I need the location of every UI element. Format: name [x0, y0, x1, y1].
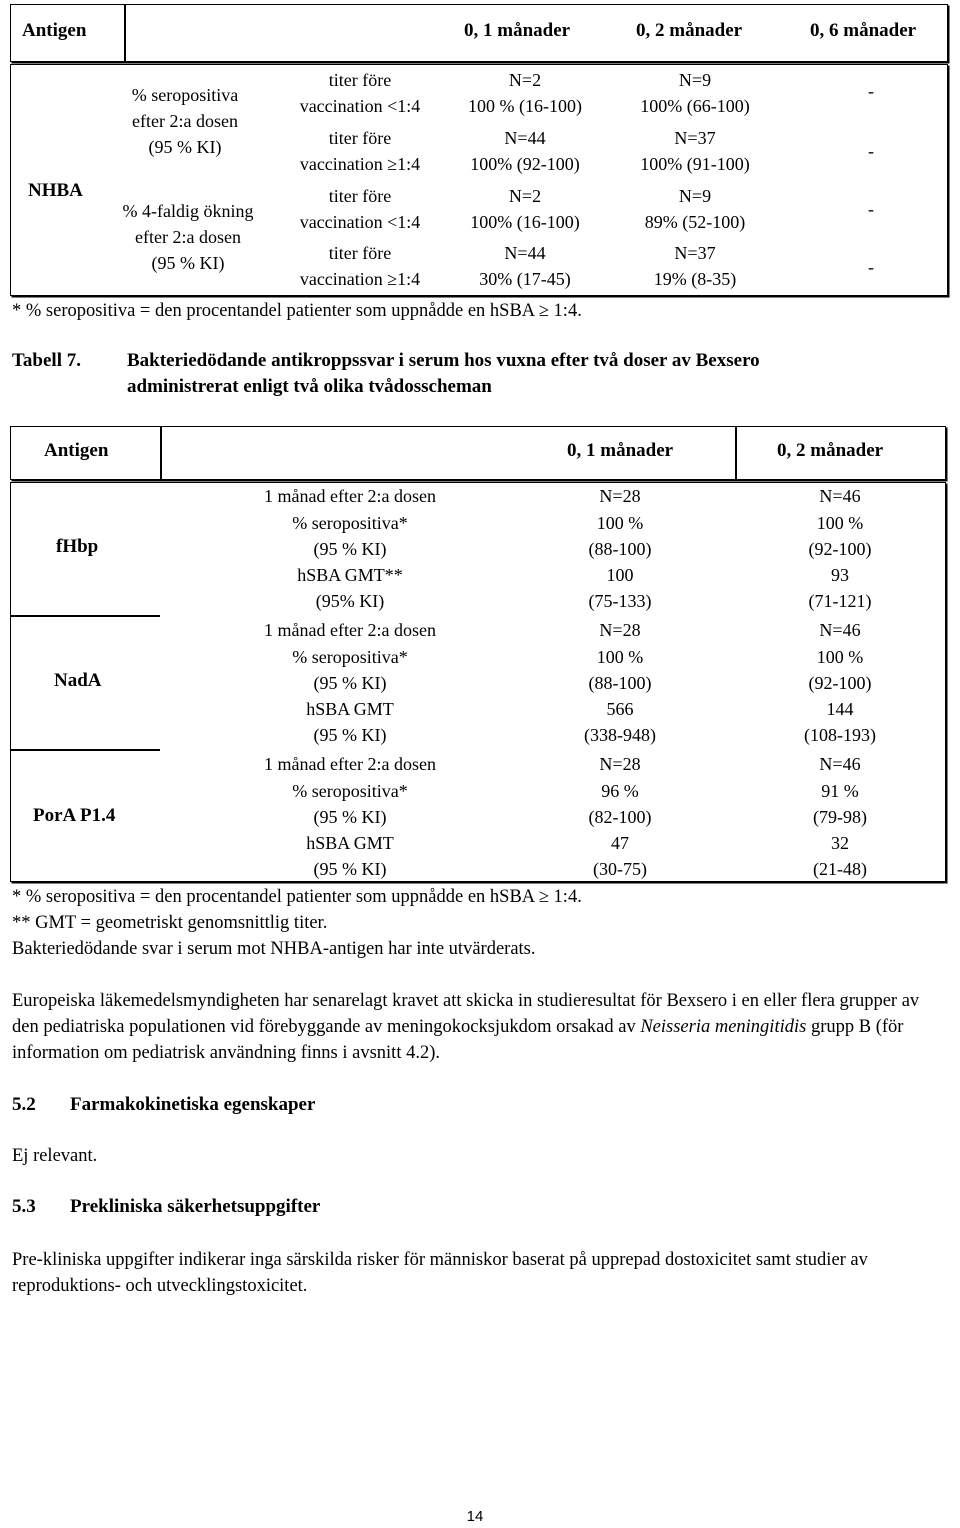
t1-row2-m01: N=44 100% (92-100) — [470, 128, 580, 174]
t7-antigen-nada: NadA — [54, 670, 102, 691]
t1-header-m06: 0, 6 månader — [810, 20, 917, 41]
t7-nada-r2-v2: 100 % (92-100) — [808, 647, 872, 693]
paragraph-pediatric: Europeiska läkemedelsmyndigheten har senarelagt kravet att skicka in studieresultat för Bexsero i en eller flera grupper av den pediatriska populationen vid förebyggande av meningokocksjukdom orsakad av Neisseria meningitidis grupp B (för information om pediatrisk användning finns i avsnitt 4.2). — [12, 991, 920, 1063]
t7-header-antigen: Antigen — [44, 440, 109, 461]
t1-group-4faldig: % 4-faldig ökning efter 2:a dosen (95 % KI) — [122, 201, 254, 273]
section-5-3-body: Pre-kliniska uppgifter indikerar inga särskilda risker för människor baserat på upprepad dostoxicitet samt studier av reproduktions- och utvecklingstoxicitet. — [12, 1250, 868, 1296]
t7-pora-r2-label: % seropositiva* (95 % KI) — [292, 781, 408, 827]
t7-nada-r1-v1: N=28 — [599, 620, 641, 640]
table7-label: Tabell 7. — [12, 350, 81, 371]
t1-row1-label: titer före vaccination <1:4 — [299, 70, 421, 116]
t1-row4-m06: - — [868, 257, 874, 277]
section-5-3-title: Prekliniska säkerhetsuppgifter — [70, 1196, 321, 1217]
t1-row1-m06: - — [868, 81, 874, 101]
t1-row2-m06: - — [868, 141, 874, 161]
t1-group-seropositiva: % seropositiva efter 2:a dosen (95 % KI) — [131, 85, 239, 157]
section-5-2-number: 5.2 — [12, 1094, 36, 1115]
t1-row4-m01: N=44 30% (17-45) — [479, 243, 571, 289]
t7-fhbp-r2-v2: 100 % (92-100) — [808, 513, 872, 559]
t7-footnote-1: * % seropositiva = den procentandel patienter som uppnådde en hSBA ≥ 1:4. — [12, 887, 582, 907]
t7-nada-r3-label: hSBA GMT (95 % KI) — [306, 699, 394, 745]
t1-row2-label: titer före vaccination ≥1:4 — [299, 128, 421, 174]
t7-nada-r1-v2: N=46 — [819, 620, 861, 640]
t7-fhbp-r2-v1: 100 % (88-100) — [588, 513, 652, 559]
page-number: 14 — [466, 1508, 484, 1525]
t7-fhbp-r3-label: hSBA GMT** (95% KI) — [297, 565, 403, 611]
t7-header-m01: 0, 1 månader — [567, 440, 674, 461]
t1-row2-m02: N=37 100% (91-100) — [640, 128, 750, 174]
table7-caption: Bakteriedödande antikroppssvar i serum hos vuxna efter två doser av Bexsero administrerat enligt två olika tvådosscheman — [127, 350, 760, 397]
section-5-2-title: Farmakokinetiska egenskaper — [70, 1094, 316, 1115]
t1-header-m02: 0, 2 månader — [636, 20, 743, 41]
t1-row3-m02: N=9 89% (52-100) — [644, 186, 746, 232]
section-5-2-body: Ej relevant. — [12, 1146, 98, 1166]
t7-pora-r1-v2: N=46 — [819, 754, 861, 774]
t1-row3-m01: N=2 100% (16-100) — [470, 186, 580, 232]
t7-footnote-2: ** GMT = geometriskt genomsnittlig titer. — [12, 913, 328, 933]
t1-row4-m02: N=37 19% (8-35) — [653, 243, 737, 289]
t7-fhbp-r1-label: 1 månad efter 2:a dosen — [264, 486, 436, 506]
t7-fhbp-r1-v1: N=28 — [599, 486, 641, 506]
t1-antigen-nhba: NHBA — [28, 180, 83, 201]
t7-pora-r3-v2: 32 (21-48) — [813, 833, 867, 879]
t7-pora-r1-v1: N=28 — [599, 754, 641, 774]
t7-footnotes — [12, 884, 582, 962]
t7-footnote-3: Bakteriedödande svar i serum mot NHBA-antigen har inte utvärderats. — [12, 939, 536, 959]
t7-fhbp-r1-v2: N=46 — [819, 486, 861, 506]
t7-nada-r2-label: % seropositiva* (95 % KI) — [292, 647, 408, 693]
t7-nada-r3-v2: 144 (108-193) — [804, 699, 876, 745]
t7-nada-r3-v1: 566 (338-948) — [584, 699, 656, 745]
t7-pora-r1-label: 1 månad efter 2:a dosen — [264, 754, 436, 774]
t1-row3-m06: - — [868, 199, 874, 219]
t7-fhbp-r2-label: % seropositiva* (95 % KI) — [292, 513, 408, 559]
t1-row3-label: titer före vaccination <1:4 — [299, 186, 421, 232]
t7-nada-r1-label: 1 månad efter 2:a dosen — [264, 620, 436, 640]
t7-fhbp-r3-v1: 100 (75-133) — [588, 565, 652, 611]
t7-pora-r2-v2: 91 % (79-98) — [813, 781, 867, 827]
species-name: Neisseria meningitidis — [640, 1017, 807, 1037]
t7-antigen-pora: PorA P1.4 — [33, 805, 116, 826]
t1-row1-m01: N=2 100 % (16-100) — [468, 70, 582, 116]
t7-pora-r3-label: hSBA GMT (95 % KI) — [306, 833, 394, 879]
t1-row4-label: titer före vaccination ≥1:4 — [299, 243, 421, 289]
t7-pora-r2-v1: 96 % (82-100) — [588, 781, 652, 827]
t7-pora-r3-v1: 47 (30-75) — [593, 833, 647, 879]
t7-fhbp-r3-v2: 93 (71-121) — [808, 565, 872, 611]
t1-header-antigen: Antigen — [22, 20, 87, 41]
section-5-3-number: 5.3 — [12, 1196, 36, 1217]
t1-row1-m02: N=9 100% (66-100) — [640, 70, 750, 116]
t1-footnote: * % seropositiva = den procentandel patienter som uppnådde en hSBA ≥ 1:4. — [12, 301, 582, 321]
t1-header-m01: 0, 1 månader — [464, 20, 571, 41]
t7-nada-r2-v1: 100 % (88-100) — [588, 647, 652, 693]
t7-antigen-fhbp: fHbp — [56, 536, 99, 557]
t7-header-m02: 0, 2 månader — [777, 440, 884, 461]
